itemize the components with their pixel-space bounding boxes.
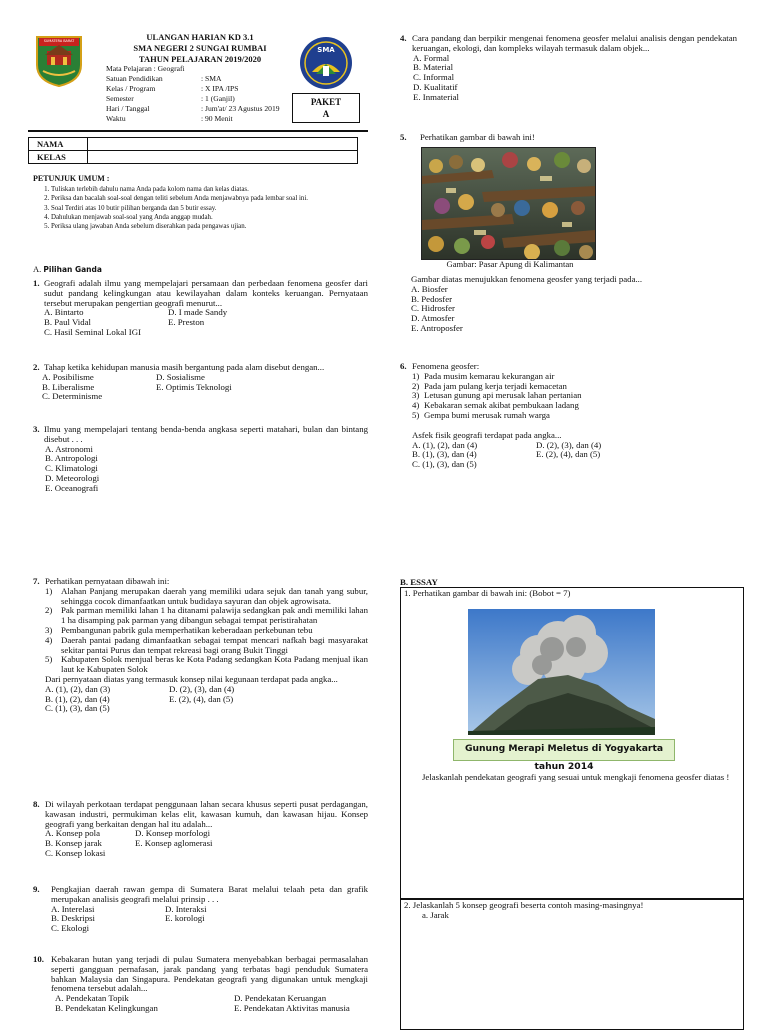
- answer-options: [33, 994, 368, 1014]
- question-number: 1.: [33, 278, 40, 288]
- identity-table: [28, 137, 358, 164]
- instruction-item: 1. Tuliskan terlebih dahulu nama Anda pada kolom nama dan kelas diatas.: [51, 185, 381, 194]
- list-item-number: 1): [45, 585, 53, 596]
- essay-2-sub-a: a. Jarak: [422, 910, 449, 920]
- list-item-number: 5): [45, 654, 53, 665]
- info-row-time: [106, 115, 233, 124]
- school-name: SMA NEGERI 2 SUNGAI RUMBAI: [133, 43, 267, 53]
- info-label: Semester: [106, 94, 134, 103]
- answer-option[interactable]: E. (2), (4), dan (5): [536, 449, 601, 460]
- question-text: Asfek fisik geografi terdapat pada angka...: [412, 429, 562, 440]
- instruction-item: 4. Dahulukan menjawab soal-soal yang Anda anggap mudah.: [51, 213, 381, 222]
- answer-option[interactable]: D. Kualitatif: [413, 81, 458, 92]
- floating-market-photo: [421, 147, 596, 260]
- answer-options: [33, 308, 368, 337]
- list-item-text: Kabupaten Solok menjual beras ke Kota Padang sedangkan Kota Padang menjual ikan laut ke Kabupaten Solok: [61, 654, 368, 675]
- instruction-item: 5. Periksa ulang jawaban Anda sebelum diserahkan pada pengawas ujian.: [51, 222, 381, 231]
- section-a-heading: [33, 264, 102, 276]
- list-item: [45, 636, 368, 656]
- school-logo: [299, 36, 353, 90]
- info-row-date: [106, 105, 280, 114]
- info-label: Waktu: [106, 114, 126, 123]
- answer-option[interactable]: E. Pendekatan Aktivitas manusia: [234, 1002, 350, 1013]
- question-text: Tahap ketika kehidupan manusia masih bergantung pada alam disebut dengan...: [44, 362, 325, 372]
- answer-options: [33, 829, 368, 858]
- paket-box: [292, 93, 360, 123]
- instruction-item: 2. Periksa dan bacalah soal-soal dengan teliti sebelum Anda menjawabnya pada lembar soal ini.: [51, 194, 336, 203]
- question-number: 4.: [400, 33, 407, 43]
- info-row-subject: [106, 65, 201, 74]
- info-value: : 1 (Ganjil): [201, 94, 235, 103]
- list-item-number: 3): [412, 390, 420, 401]
- answer-option[interactable]: A. (1), (2), dan (4): [412, 439, 478, 450]
- answer-option[interactable]: D. Sosialisme: [156, 371, 205, 382]
- exam-title: ULANGAN HARIAN KD 3.1: [146, 32, 254, 42]
- merapi-eruption-photo: [468, 609, 655, 735]
- question-3: [33, 425, 368, 494]
- instruction-item: 3. Soal Terdiri atas 10 butir pilihan berganda dan 5 butir essay.: [51, 204, 381, 213]
- answer-option[interactable]: B. Deskripsi: [51, 913, 95, 924]
- question-1: [33, 279, 368, 338]
- answer-option[interactable]: D. Konsep morfologi: [135, 828, 211, 839]
- instructions-list: [33, 185, 381, 231]
- info-label: Mata Pelajaran : Geografi: [106, 64, 185, 73]
- answer-option[interactable]: A. Pendekatan Topik: [55, 993, 129, 1004]
- school-logo-text: SMA: [317, 46, 335, 54]
- answer-option[interactable]: E. Optimis Teknologi: [156, 381, 232, 392]
- answer-options: [33, 373, 368, 402]
- answer-option[interactable]: B. Konsep jarak: [45, 838, 102, 849]
- answer-option[interactable]: D. Atmosfer: [411, 313, 455, 324]
- answer-option[interactable]: D. Interaksi: [165, 903, 207, 914]
- list-item-text: Gempa bumi merusak rumah warga: [424, 409, 550, 420]
- answer-option[interactable]: A. (1), (2), dan (3): [45, 683, 111, 694]
- answer-option[interactable]: C. Hasil Seminal Lokal IGI: [44, 326, 141, 337]
- answer-option[interactable]: B. (1), (2), dan (4): [45, 693, 110, 704]
- answer-option[interactable]: B. Antropologi: [45, 453, 98, 464]
- info-value: : Jum'at/ 23 Agustus 2019: [201, 104, 280, 113]
- list-item-text: Pada jam pulang kerja terjadi kemacetan: [424, 380, 567, 391]
- answer-option[interactable]: D. Pendekatan Keruangan: [234, 993, 327, 1004]
- question-text: Geografi adalah ilmu yang mempelajari persamaan dan perbedaan fenomena geosfer dari sudut pandang kelingkungan atau kewilayahan dalam konteks keruangan. Pernyataan tersebut merupakan pengertian geografi menurut...: [44, 278, 368, 308]
- question-text: Cara pandang dan berpikir mengenai fenomena geosfer melalui analisis dengan pendekatan keruangan, ekologi, dan kompleks wilayah termasuk dalam objek...: [412, 33, 737, 53]
- answer-option[interactable]: B. (1), (3), dan (4): [412, 449, 477, 460]
- question-text: Gambar diatas menujukkan fenomena geosfer yang terjadi pada...: [411, 274, 643, 284]
- answer-options: [33, 905, 368, 934]
- header-divider: [28, 130, 368, 132]
- statement-list: [33, 587, 368, 675]
- answer-option[interactable]: A. Konsep pola: [45, 828, 100, 839]
- info-value: : SMA: [201, 74, 222, 83]
- list-item-text: Pak parman memiliki lahan 1 ha ditanami palawija sedangkan pak andi memiliki lahan 1 ha disamping pak parman yang dibangun sebagai tempat peristirahatan: [61, 605, 368, 626]
- info-label: Satuan Pendidikan: [106, 74, 163, 83]
- paket-value: A: [322, 109, 330, 119]
- question-text: Pengkajian daerah rawan gempa di Sumatera Barat melalui telaah peta dan grafik merupakan analisis geografi melalui prinsip . . .: [51, 884, 368, 904]
- question-7: [33, 577, 368, 714]
- photo-caption: Gambar: Pasar Apung di Kalimantan: [446, 259, 574, 269]
- list-item-text: Daerah pantai padang dimanfaatkan sebagai tempat mencari nafkah bagi masyarakat sekitar pantai Purus dan tempat rekreasi bagi orang Bukit Tinggi: [61, 634, 368, 655]
- essay-1-caption: Gunung Merapi Meletus di Yogyakarta tahun 2014: [453, 739, 675, 761]
- answer-option[interactable]: E. Oceanografi: [45, 482, 99, 493]
- list-item: [45, 606, 368, 626]
- list-item-number: 3): [45, 624, 53, 635]
- answer-option[interactable]: E. (2), (4), dan (5): [169, 693, 234, 704]
- province-logo: [33, 33, 85, 87]
- answer-option[interactable]: D. (2), (3), dan (4): [536, 439, 602, 450]
- answer-options: [400, 441, 737, 470]
- answer-option[interactable]: C. (1), (3), dan (5): [45, 703, 110, 714]
- question-text: Di wilayah perkotaan terdapat penggunaan lahan secara khusus seperti pusat perdagangan, kawasan industri, permukiman kelas elit, kawasan kumuh, dan kawasan hijau. Konsep geografi yang berkaitan dengan hal itu adalah...: [45, 799, 368, 829]
- answer-option[interactable]: A. Biosfer: [411, 283, 448, 294]
- answer-option[interactable]: C. Ekologi: [51, 923, 90, 934]
- answer-option[interactable]: A. Posibilisme: [42, 371, 94, 382]
- essay-1-text: 1. Perhatikan gambar di bawah ini: (Bobot = 7): [404, 588, 571, 598]
- question-number: 6.: [400, 361, 407, 371]
- list-item: [412, 411, 737, 421]
- section-a-prefix: A.: [33, 264, 42, 274]
- question-2: [33, 363, 368, 402]
- list-item-number: 1): [412, 370, 420, 381]
- answer-option[interactable]: C. Informal: [413, 72, 455, 83]
- answer-options: [400, 54, 737, 103]
- essay-2-text: 2. Jelaskanlah 5 konsep geografi beserta contoh masing-masingnya!: [404, 900, 644, 910]
- question-6: [400, 362, 737, 470]
- answer-option[interactable]: E. Konsep aglomerasi: [135, 838, 213, 849]
- list-item-text: Alahan Panjang merupakan daerah yang memiliki udara sejuk dan tanah yang subur, sehingga cocok dimanfaatkan untuk budidaya sayuran dan objek agrowisata.: [61, 585, 368, 606]
- question-5-body: [411, 275, 737, 334]
- class-field[interactable]: [88, 151, 358, 164]
- question-text: Perhatikan pernyataan dibawah ini:: [45, 576, 170, 586]
- list-item-number: 2): [412, 380, 420, 391]
- answer-option[interactable]: B. Material: [413, 62, 454, 73]
- info-row-semester: [106, 95, 235, 104]
- question-text: Kebakaran hutan yang terjadi di pulau Sumatera menyebabkan berbagai permasalahan seperti gangguan pernafasan, jarak pandang yang terbatas bagi penduduk Sumatera bahkan Malaysia dan Singapura. Pendekatan geografi yang digunakan untuk mengkaji fenomena tersebut adalah...: [51, 954, 368, 994]
- answer-option[interactable]: A. Bintarto: [44, 307, 84, 318]
- answer-options: [411, 285, 737, 334]
- list-item-number: 2): [45, 605, 53, 616]
- answer-option[interactable]: B. Pedosfer: [411, 293, 453, 304]
- answer-option[interactable]: E. korologi: [165, 913, 205, 924]
- list-item-text: Letusan gunung api merusak lahan pertanian: [424, 390, 582, 401]
- list-item-number: 4): [412, 400, 420, 411]
- name-field[interactable]: [88, 138, 358, 151]
- question-number: 7.: [33, 576, 40, 586]
- list-item-text: Kebakaran semak akibat pembukaan ladang: [424, 400, 579, 411]
- list-item-text: Pembangunan pabrik gula memperhatikan keberadaan perkebunan tebu: [61, 624, 313, 635]
- info-value: : X IPA /IPS: [201, 84, 239, 93]
- section-a-title: Pilihan Ganda: [43, 265, 102, 274]
- answer-option[interactable]: D. Meteorologi: [45, 472, 100, 483]
- name-label: NAMA: [29, 138, 88, 151]
- answer-options: [33, 445, 368, 494]
- question-text: Fenomena geosfer:: [412, 361, 480, 371]
- academic-year: TAHUN PELAJARAN 2019/2020: [138, 54, 262, 64]
- answer-option[interactable]: E. Inmaterial: [413, 91, 459, 102]
- answer-option[interactable]: C. Hidrosfer: [411, 303, 455, 314]
- question-number: 2.: [33, 362, 40, 372]
- question-number: 5.: [400, 132, 407, 142]
- info-label: Hari / Tanggal: [106, 104, 150, 113]
- answer-option[interactable]: C. Determinisme: [42, 391, 103, 402]
- answer-option[interactable]: B. Liberalisme: [42, 381, 95, 392]
- answer-option[interactable]: E. Preston: [168, 317, 205, 328]
- province-logo-text: SUMATERA BARAT: [43, 39, 75, 43]
- question-4: [400, 34, 737, 103]
- answer-option[interactable]: B. Paul Vidal: [44, 317, 91, 328]
- answer-option[interactable]: A. Astronomi: [45, 443, 93, 454]
- question-8: [33, 800, 368, 859]
- list-item: [45, 587, 368, 607]
- list-item-number: 5): [412, 409, 420, 420]
- essay-2-box: [400, 898, 744, 1030]
- info-row-unit: [106, 75, 221, 84]
- question-number: 9.: [33, 884, 40, 894]
- question-9: [33, 885, 368, 934]
- list-item-text: Pada musim kemarau kekurangan air: [424, 370, 555, 381]
- answer-option[interactable]: A. Interelasi: [51, 903, 95, 914]
- question-number: 10.: [33, 954, 44, 964]
- list-item: [45, 655, 368, 675]
- paket-label: PAKET: [310, 97, 342, 107]
- question-text: Ilmu yang mempelajari tentang benda-benda angkasa seperti matahari, bulan dan bintang disebut . . .: [44, 424, 368, 444]
- answer-option[interactable]: A. Formal: [413, 52, 450, 63]
- question-number: 8.: [33, 799, 40, 809]
- answer-options: [33, 685, 368, 714]
- answer-option[interactable]: D. (2), (3), dan (4): [169, 683, 235, 694]
- answer-option[interactable]: B. Pendekatan Kelingkungan: [55, 1002, 158, 1013]
- question-10: [33, 955, 368, 1014]
- info-value: : 90 Menit: [201, 114, 233, 123]
- answer-option[interactable]: E. Antroposfer: [411, 322, 463, 333]
- essay-1-box: [400, 587, 744, 900]
- info-row-class: [106, 85, 239, 94]
- instructions-title: PETUNJUK UMUM :: [33, 174, 110, 183]
- list-item-number: 4): [45, 634, 53, 645]
- question-5: [400, 133, 737, 143]
- question-text: Perhatikan gambar di bawah ini!: [420, 132, 535, 142]
- essay-1-question: Jelaskanlah pendekatan geografi yang sesuai untuk mengkaji fenomena geosfer diatas !: [422, 772, 730, 782]
- section-b-title: B. ESSAY: [400, 577, 438, 587]
- question-text: Dari pernyataan diatas yang termasuk konsep nilai kegunaan terdapat pada angka...: [45, 673, 338, 684]
- question-number: 3.: [33, 424, 40, 434]
- answer-option[interactable]: C. Klimatologi: [45, 463, 98, 474]
- answer-option[interactable]: C. Konsep lokasi: [45, 847, 106, 858]
- info-label: Kelas / Program: [106, 84, 156, 93]
- phenomena-list: [400, 372, 737, 421]
- answer-option[interactable]: C. (1), (3), dan (5): [412, 459, 477, 470]
- class-label: KELAS: [29, 151, 88, 164]
- answer-option[interactable]: D. I made Sandy: [168, 307, 228, 318]
